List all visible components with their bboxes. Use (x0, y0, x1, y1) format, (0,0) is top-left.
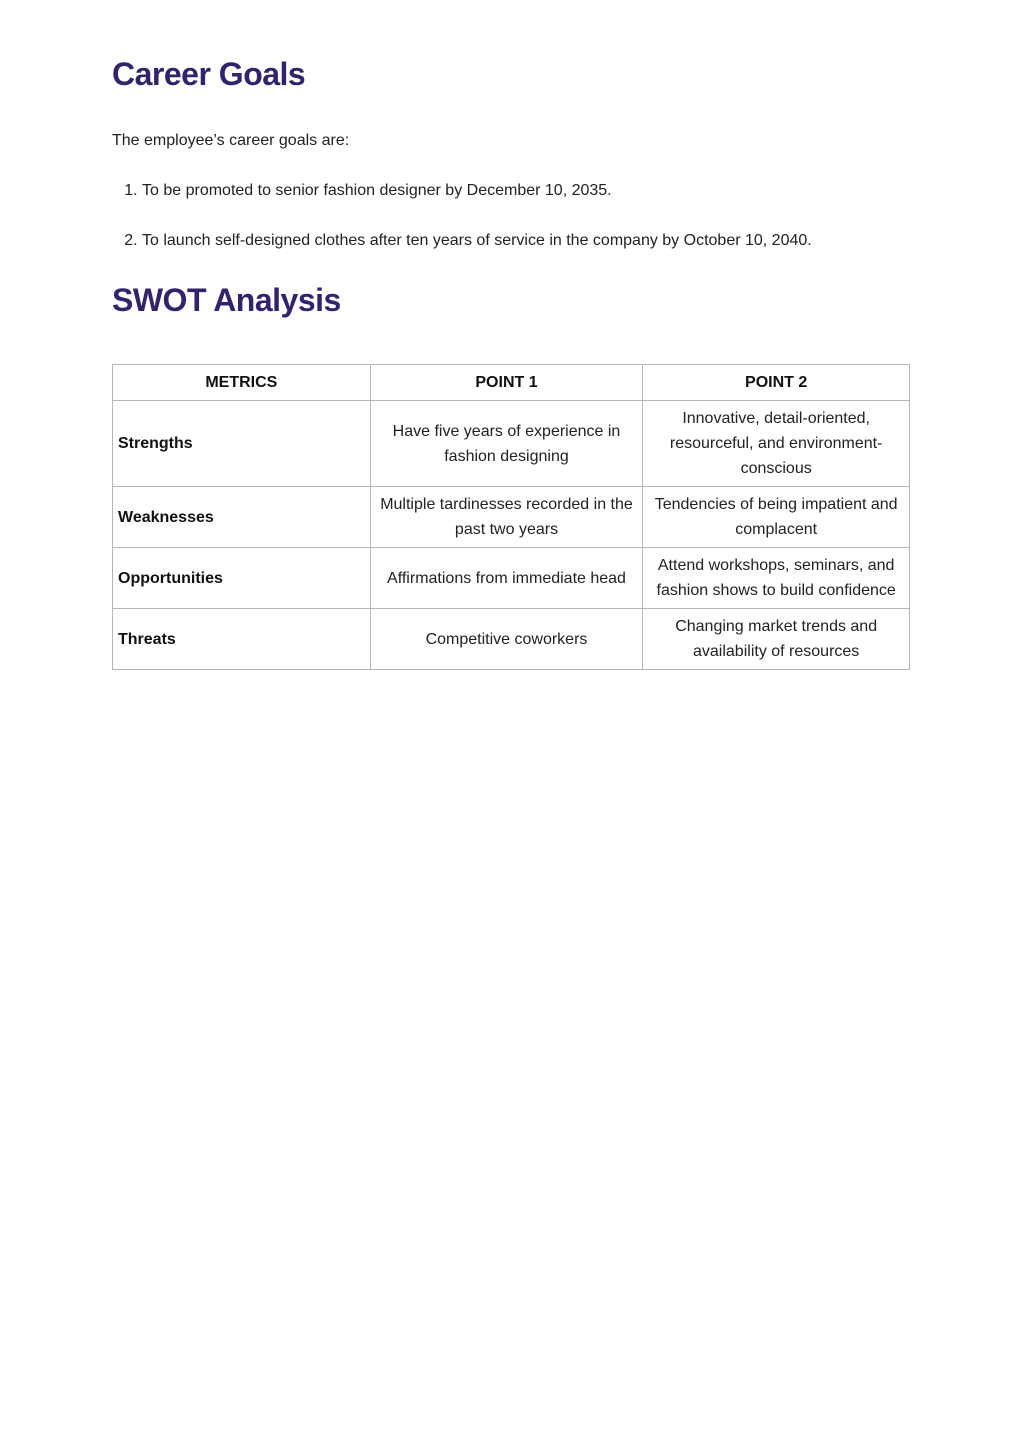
table-row (113, 609, 910, 670)
point-1-cell: Competitive coworkers (370, 609, 643, 670)
table-row (113, 487, 910, 548)
header-point-2: POINT 2 (643, 365, 910, 401)
career-goals-intro: The employee’s career goals are: (112, 132, 350, 149)
point-2-cell: Changing market trends and availability of resources (643, 609, 910, 670)
table-row (113, 401, 910, 487)
metric-cell: Weaknesses (113, 487, 371, 548)
point-2-cell: Attend workshops, seminars, and fashion shows to build confidence (643, 548, 910, 609)
career-goals-heading: Career Goals (112, 56, 306, 92)
metric-cell: Threats (113, 609, 371, 670)
swot-analysis-heading: SWOT Analysis (112, 282, 341, 318)
metric-cell: Opportunities (113, 548, 371, 609)
header-metrics: METRICS (113, 365, 371, 401)
swot-table (112, 364, 910, 670)
metric-cell: Strengths (113, 401, 371, 487)
point-2-cell: Tendencies of being impatient and complacent (643, 487, 910, 548)
point-1-cell: Multiple tardinesses recorded in the past two years (370, 487, 643, 548)
point-1-cell: Affirmations from immediate head (370, 548, 643, 609)
career-goals-list (112, 180, 910, 252)
header-point-1: POINT 1 (370, 365, 643, 401)
list-item: 2. To launch self-designed clothes after ten years of service in the company by October 10, 2040. (142, 230, 910, 252)
table-row (113, 548, 910, 609)
table-header-row (113, 365, 910, 401)
point-1-cell: Have five years of experience in fashion designing (370, 401, 643, 487)
point-2-cell: Innovative, detail-oriented, resourceful, and environment-conscious (643, 401, 910, 487)
list-item: 1. To be promoted to senior fashion designer by December 10, 2035. (142, 180, 910, 202)
